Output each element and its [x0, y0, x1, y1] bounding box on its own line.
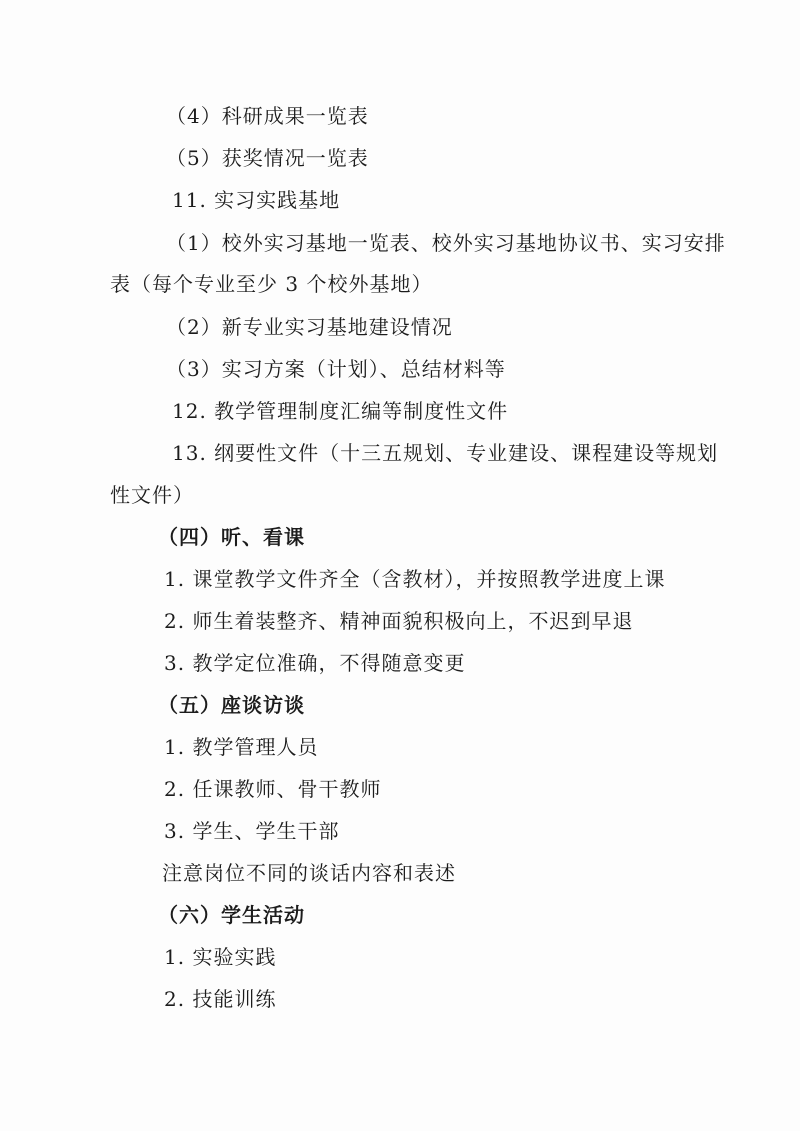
text-line-teaching-positioning: 3. 教学定位准确，不得随意变更 [164, 651, 466, 675]
section-heading-interviews: （五）座谈访谈 [158, 693, 305, 717]
text-line-new-major-bases: （2）新专业实习基地建设情况 [166, 315, 453, 339]
text-line-research-results: （4）科研成果一览表 [166, 104, 369, 128]
text-line-note: 注意岗位不同的谈话内容和表述 [162, 861, 456, 885]
text-line-offcampus-bases-cont: 表（每个专业至少 3 个校外基地） [110, 272, 433, 296]
section-heading-student-activities: （六）学生活动 [158, 903, 305, 927]
text-line-experiments: 1. 实验实践 [164, 945, 277, 969]
text-line-dress-spirit: 2. 师生着装整齐、精神面貌积极向上，不迟到早退 [164, 609, 634, 633]
text-line-internship-bases: 11. 实习实践基地 [172, 188, 341, 212]
section-heading-lesson-observation: （四）听、看课 [158, 525, 305, 549]
text-line-outline-documents-cont: 性文件） [110, 483, 194, 507]
text-line-management-staff: 1. 教学管理人员 [164, 735, 319, 759]
text-line-management-rules: 12. 教学管理制度汇编等制度性文件 [172, 399, 509, 423]
text-line-offcampus-bases: （1）校外实习基地一览表、校外实习基地协议书、实习安排 [166, 231, 726, 255]
text-line-students: 3. 学生、学生干部 [164, 819, 340, 843]
text-line-teaching-documents: 1. 课堂教学文件齐全（含教材），并按照教学进度上课 [164, 567, 666, 591]
text-line-awards: （5）获奖情况一览表 [166, 146, 369, 170]
text-line-internship-plan: （3）实习方案（计划）、总结材料等 [166, 357, 506, 381]
text-line-teachers: 2. 任课教师、骨干教师 [164, 777, 382, 801]
text-line-skills-training: 2. 技能训练 [164, 987, 277, 1011]
text-line-outline-documents: 13. 纲要性文件（十三五规划、专业建设、课程建设等规划 [172, 441, 719, 465]
